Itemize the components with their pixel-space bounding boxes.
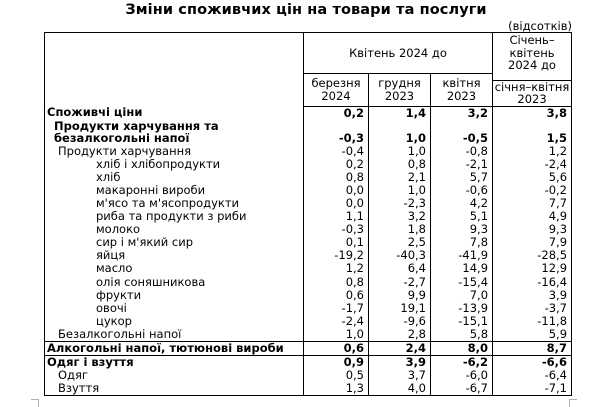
row-value: -2,3 xyxy=(369,197,431,210)
row-value: -0,8 xyxy=(431,145,493,158)
row-value: 0,8 xyxy=(304,276,369,289)
row-value: -2,4 xyxy=(493,158,572,171)
table-row xyxy=(45,342,572,356)
table-row xyxy=(45,249,572,262)
row-value: -15,4 xyxy=(431,276,493,289)
row-value: 3,2 xyxy=(369,210,431,223)
row-value: 5,1 xyxy=(431,210,493,223)
row-value: -0,3 xyxy=(304,223,369,236)
row-label: хліб xyxy=(45,171,304,184)
row-value: 2,1 xyxy=(369,171,431,184)
row-value: 6,4 xyxy=(369,262,431,275)
row-value: -2,1 xyxy=(431,158,493,171)
row-value: 5,9 xyxy=(493,328,572,342)
row-value: 0,0 xyxy=(304,184,369,197)
row-label: сир і м'який сир xyxy=(45,236,304,249)
header-period-dec xyxy=(369,74,431,106)
header-period-mar xyxy=(304,74,369,106)
header-empty-cell xyxy=(45,33,304,107)
row-label: масло xyxy=(45,262,304,275)
row-value: 7,8 xyxy=(431,236,493,249)
header-ytd xyxy=(493,33,572,107)
row-value: 1,8 xyxy=(369,223,431,236)
row-value: -7,1 xyxy=(493,382,572,396)
row-label: Продукти харчування та безалкогольні напої xyxy=(45,120,304,145)
table-row xyxy=(45,315,572,328)
table-body xyxy=(45,106,572,396)
row-label: Споживчі ціни xyxy=(45,106,304,120)
header-period-line: квітня xyxy=(442,76,481,91)
table-row xyxy=(45,197,572,210)
row-value: 0,2 xyxy=(304,158,369,171)
table-row xyxy=(45,106,572,120)
row-label: Одяг xyxy=(45,369,304,382)
row-label: Продукти харчування xyxy=(45,145,304,158)
table-row xyxy=(45,171,572,184)
row-value: 4,0 xyxy=(369,382,431,396)
row-value: -2,4 xyxy=(304,315,369,328)
row-value: 3,7 xyxy=(369,369,431,382)
row-value: -6,7 xyxy=(431,382,493,396)
row-value: 4,2 xyxy=(431,197,493,210)
row-value: 2,4 xyxy=(369,342,431,356)
row-value: 7,7 xyxy=(493,197,572,210)
table-row xyxy=(45,262,572,275)
row-label: макаронні вироби xyxy=(45,184,304,197)
header-period-line: березня xyxy=(311,76,361,91)
row-value: 4,9 xyxy=(493,210,572,223)
row-value: 0,1 xyxy=(304,236,369,249)
row-value: 7,0 xyxy=(431,289,493,302)
row-value: -0,4 xyxy=(304,145,369,158)
header-ytd-line: Січень– xyxy=(509,33,555,47)
row-value: -0,3 xyxy=(304,120,369,145)
row-value: -41,9 xyxy=(431,249,493,262)
table-row xyxy=(45,356,572,370)
header-group: Квітень 2024 до xyxy=(304,33,493,74)
row-value: -6,6 xyxy=(493,356,572,370)
row-value: 1,2 xyxy=(493,145,572,158)
row-label: цукор xyxy=(45,315,304,328)
row-value: 8,0 xyxy=(431,342,493,356)
row-value: 12,9 xyxy=(493,262,572,275)
row-value: 1,1 xyxy=(304,210,369,223)
table-row xyxy=(45,289,572,302)
row-label: молоко xyxy=(45,223,304,236)
row-value: -2,7 xyxy=(369,276,431,289)
row-value: 0,0 xyxy=(304,197,369,210)
row-label: риба та продукти з риби xyxy=(45,210,304,223)
row-value: -19,2 xyxy=(304,249,369,262)
crop-mark xyxy=(569,399,577,407)
row-label: Безалкогольні напої xyxy=(45,328,304,342)
row-value: -11,8 xyxy=(493,315,572,328)
row-label: хліб і хлібопродукти xyxy=(45,158,304,171)
row-value: 5,7 xyxy=(431,171,493,184)
row-value: -3,7 xyxy=(493,302,572,315)
row-label: Взуття xyxy=(45,382,304,396)
row-value: -1,7 xyxy=(304,302,369,315)
row-value: -16,4 xyxy=(493,276,572,289)
row-value: 3,8 xyxy=(493,106,572,120)
header-ytd-line: 2023 xyxy=(517,92,547,106)
crop-mark xyxy=(31,399,39,407)
row-value: 0,2 xyxy=(304,106,369,120)
header-period-line: 2023 xyxy=(384,88,415,103)
row-value: 1,0 xyxy=(304,328,369,342)
table-row xyxy=(45,382,572,396)
table-row xyxy=(45,145,572,158)
header-period-line: 2023 xyxy=(446,88,477,103)
header-period-line: 2024 xyxy=(321,88,351,103)
row-value: -9,6 xyxy=(369,315,431,328)
row-value: 1,3 xyxy=(304,382,369,396)
row-value: 0,8 xyxy=(304,171,369,184)
row-label: Алкогольні напої, тютюнові вироби xyxy=(45,342,304,356)
row-label: м'ясо та м'ясопродукти xyxy=(45,197,304,210)
header-period-line: грудня xyxy=(378,76,421,91)
row-value: 9,9 xyxy=(369,289,431,302)
price-change-table xyxy=(44,32,572,396)
table-row xyxy=(45,328,572,342)
table-row xyxy=(45,158,572,171)
row-label: яйця xyxy=(45,249,304,262)
row-label: олія соняшникова xyxy=(45,276,304,289)
row-value: 9,3 xyxy=(431,223,493,236)
row-value: 5,8 xyxy=(431,328,493,342)
row-value: -0,5 xyxy=(431,120,493,145)
row-value: -28,5 xyxy=(493,249,572,262)
table-row xyxy=(45,184,572,197)
row-value: 14,9 xyxy=(431,262,493,275)
row-label: Одяг і взуття xyxy=(45,356,304,370)
table-row xyxy=(45,120,572,145)
row-value: 0,9 xyxy=(304,356,369,370)
row-value: 0,5 xyxy=(304,369,369,382)
header-ytd-line: 2024 до xyxy=(508,58,556,72)
row-value: 7,9 xyxy=(493,236,572,249)
row-value: 9,3 xyxy=(493,223,572,236)
row-value: 0,8 xyxy=(369,158,431,171)
row-value: 2,8 xyxy=(369,328,431,342)
header-ytd-line: січня–квітня xyxy=(494,79,570,94)
row-value: 3,9 xyxy=(369,356,431,370)
row-value: -6,4 xyxy=(493,369,572,382)
row-label: овочі xyxy=(45,302,304,315)
row-value: -13,9 xyxy=(431,302,493,315)
header-ytd-line: квітень xyxy=(509,45,555,60)
row-value: 1,4 xyxy=(369,106,431,120)
table-row xyxy=(45,369,572,382)
table-row xyxy=(45,210,572,223)
row-value: -6,2 xyxy=(431,356,493,370)
row-value: -40,3 xyxy=(369,249,431,262)
row-value: -6,0 xyxy=(431,369,493,382)
row-value: -15,1 xyxy=(431,315,493,328)
row-value: 5,6 xyxy=(493,171,572,184)
row-value: 2,5 xyxy=(369,236,431,249)
row-value: 3,9 xyxy=(493,289,572,302)
row-value: 1,2 xyxy=(304,262,369,275)
table-row xyxy=(45,223,572,236)
row-value: 8,7 xyxy=(493,342,572,356)
table-row xyxy=(45,236,572,249)
row-value: 1,5 xyxy=(493,120,572,145)
table-title: Зміни споживчих цін на товари та послуги xyxy=(125,2,487,18)
row-value: 1,0 xyxy=(369,120,431,145)
units-note: (відсотків) xyxy=(508,19,572,33)
row-value: -0,2 xyxy=(493,184,572,197)
row-value: 1,0 xyxy=(369,184,431,197)
row-value: 1,0 xyxy=(369,145,431,158)
row-value: 0,6 xyxy=(304,289,369,302)
row-value: 19,1 xyxy=(369,302,431,315)
table-row xyxy=(45,276,572,289)
row-value: 3,2 xyxy=(431,106,493,120)
row-label: фрукти xyxy=(45,289,304,302)
row-value: 0,6 xyxy=(304,342,369,356)
row-value: -0,6 xyxy=(431,184,493,197)
header-period-apr xyxy=(431,74,493,106)
table-row xyxy=(45,302,572,315)
